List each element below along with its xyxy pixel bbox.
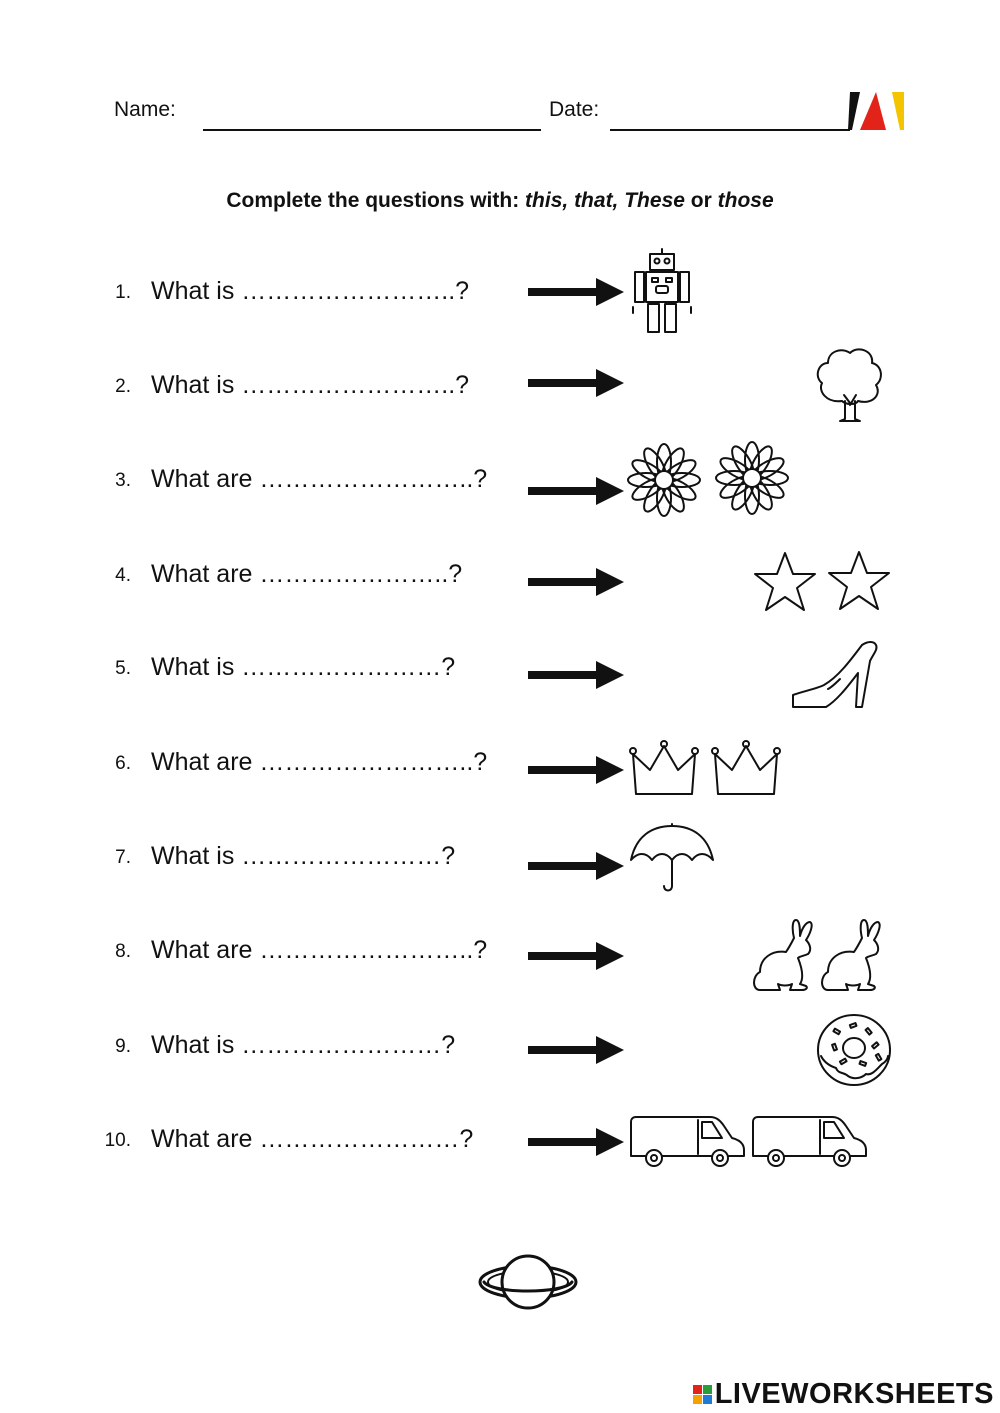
question-number: 7.	[115, 847, 131, 868]
question-number: 4.	[115, 565, 131, 586]
crown-icon	[630, 740, 698, 798]
van-icon	[628, 1114, 746, 1168]
arrow-icon	[528, 1034, 628, 1066]
rabbit-icon	[818, 916, 888, 994]
question-text[interactable]: What is ……………………?	[151, 842, 456, 870]
arrow-icon	[528, 850, 628, 882]
liveworksheets-brand	[693, 1378, 994, 1411]
question-text[interactable]: What is ……………………..?	[151, 371, 470, 399]
question-number: 2.	[115, 376, 131, 397]
name-field[interactable]	[203, 129, 541, 131]
planet-icon	[476, 1250, 580, 1314]
star-icon	[826, 549, 892, 613]
tree-icon	[812, 343, 888, 423]
liveworksheets-logo-icon	[693, 1385, 712, 1404]
flower-icon	[714, 440, 790, 516]
question-text[interactable]: What are …………………..?	[151, 560, 463, 588]
flower-icon	[626, 442, 702, 518]
question-text[interactable]: What are ……………………..?	[151, 748, 488, 776]
question-number: 5.	[115, 658, 131, 679]
question-text[interactable]: What is ……………………..?	[151, 277, 470, 305]
arrow-icon	[528, 754, 628, 786]
arrow-icon	[528, 1126, 628, 1158]
instructions: Complete the questions with: this, that, These or those	[226, 189, 774, 212]
arrow-icon	[528, 276, 628, 308]
question-number: 1.	[115, 282, 131, 303]
umbrella-icon	[628, 822, 716, 896]
question-text[interactable]: What are ……………………..?	[151, 465, 488, 493]
question-text[interactable]: What are ……………………?	[151, 1125, 474, 1153]
arrow-icon	[528, 566, 628, 598]
arrow-icon	[528, 940, 628, 972]
donut-icon	[814, 1012, 894, 1090]
question-text[interactable]: What is ……………………?	[151, 653, 456, 681]
question-text[interactable]: What are ……………………..?	[151, 936, 488, 964]
arrow-icon	[528, 367, 628, 399]
publisher-logo	[848, 90, 906, 132]
arrow-icon	[528, 659, 628, 691]
question-text[interactable]: What is ……………………?	[151, 1031, 456, 1059]
question-number: 9.	[115, 1036, 131, 1057]
date-label: Date:	[549, 98, 600, 121]
robot-icon	[630, 247, 694, 335]
question-number: 10.	[104, 1130, 131, 1151]
date-field[interactable]	[610, 129, 850, 131]
name-label: Name:	[114, 98, 176, 121]
question-number: 8.	[115, 941, 131, 962]
question-number: 6.	[115, 753, 131, 774]
rabbit-icon	[750, 916, 820, 994]
star-icon	[752, 550, 818, 614]
arrow-icon	[528, 475, 628, 507]
van-icon	[750, 1114, 868, 1168]
brand-name: LIVEWORKSHEETS	[714, 1378, 994, 1410]
high-heel-shoe-icon	[790, 639, 880, 711]
crown-icon	[712, 740, 780, 798]
question-number: 3.	[115, 470, 131, 491]
